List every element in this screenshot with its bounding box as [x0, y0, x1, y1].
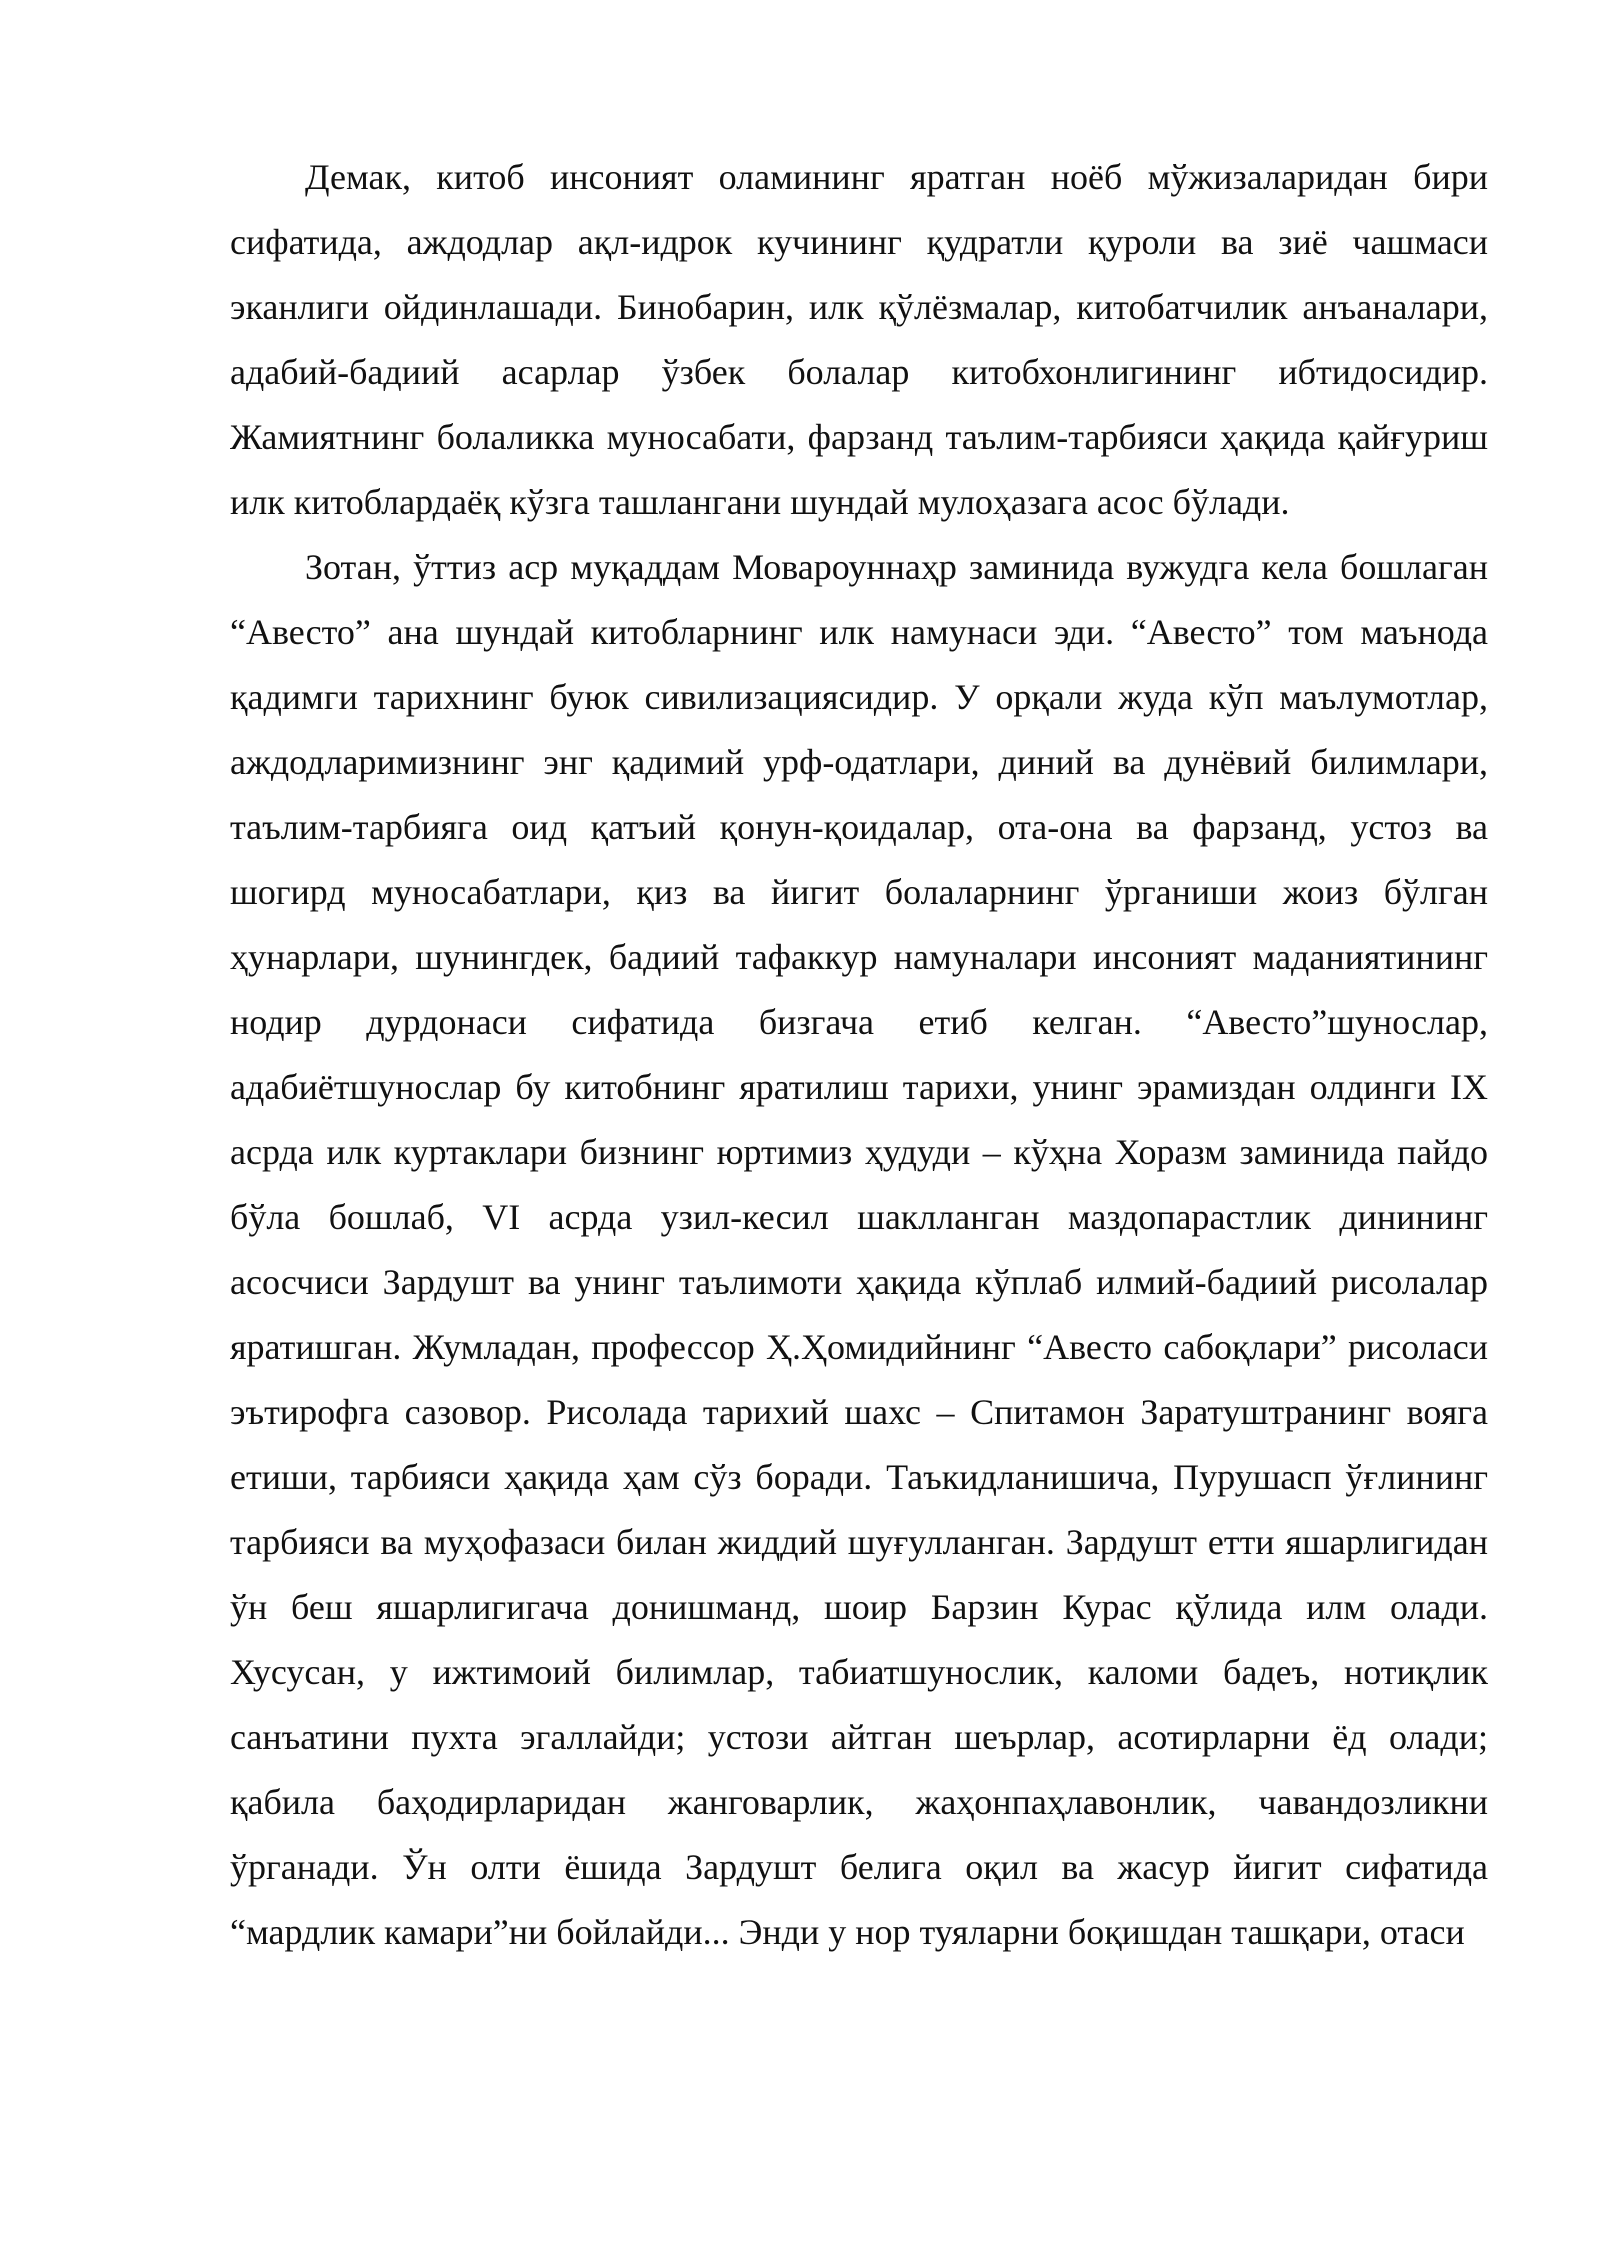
paragraph-2: Зотан, ўттиз аср муқаддам Мовароуннаҳр заминида вужудга кела бошлаган “Авесто” ана шундай китобларнинг илк намунаси эди. “Авесто” том маънода қадимги тарихнинг буюк сивилизациясидир. У орқали жуда кўп маълумотлар, аждодларимизнинг энг қадимий урф-одатлари, диний ва дунёвий билимлари, таълим-тарбияга оид қатъий қонун-қоидалар, ота-она ва фарзанд, устоз ва шогирд муносабатлари, қиз ва йигит болаларнинг ўрганиши жоиз бўлган ҳунарлари, шунингдек, бадиий тафаккур намуналари инсоният маданиятининг нодир дурдонаси сифатида бизгача етиб келган. “Авесто”шунослар, адабиётшунослар бу китобнинг яратилиш тарихи, унинг эрамиздан олдинги IX асрда илк куртаклари бизнинг юртимиз ҳудуди – кўҳна Хоразм заминида пайдо бўла бошлаб, VI асрда узил-кесил шаклланган маздопарастлик динининг асосчиси Зардушт ва унинг таълимоти ҳақида кўплаб илмий-бадиий рисолалар яратишган. Жумладан, профессор Ҳ.Ҳомидийнинг “Авесто сабоқлари” рисоласи эътирофга сазовор. Рисолада тарихий шахс – Спитамон Заратуштранинг вояга етиши, тарбияси ҳақида ҳам сўз боради. Таъкидланишича, Пурушасп ўғлининг тарбияси ва муҳофазаси билан жиддий шуғулланган. Зардушт етти яшарлигидан ўн беш яшарлигигача донишманд, шоир Барзин Курас қўлида илм олади. Хусусан, у ижтимоий билимлар, табиатшунослик, каломи бадеъ, нотиқлик санъатини пухта эгаллайди; устози айтган шеърлар, асотирларни ёд олади; қабила баҳодирларидан жанговарлик, жаҳонпаҳлавонлик, чавандозликни ўрганади. Ўн олти ёшида Зардушт белига оқил ва жасур йигит сифатида “мардлик камари”ни бойлайди... Энди у нор туяларни боқишдан ташқари, отаси — [230, 547, 1488, 1952]
paragraph-1: Демак, китоб инсоният оламининг яратган ноёб мўжизаларидан бири сифатида, аждодлар ақл-идрок кучининг қудратли қуроли ва зиё чашмаси эканлиги ойдинлашади. Бинобарин, илк қўлёзмалар, китобатчилик анъаналари, адабий-бадиий асарлар ўзбек болалар китобхонлигининг ибтидосидир. Жамиятнинг болаликка муносабати, фарзанд таълим-тарбияси ҳақида қайғуриш илк китоблардаёқ кўзга ташлангани шундай мулоҳазага асос бўлади. — [230, 157, 1488, 522]
document-body — [230, 145, 1488, 1965]
